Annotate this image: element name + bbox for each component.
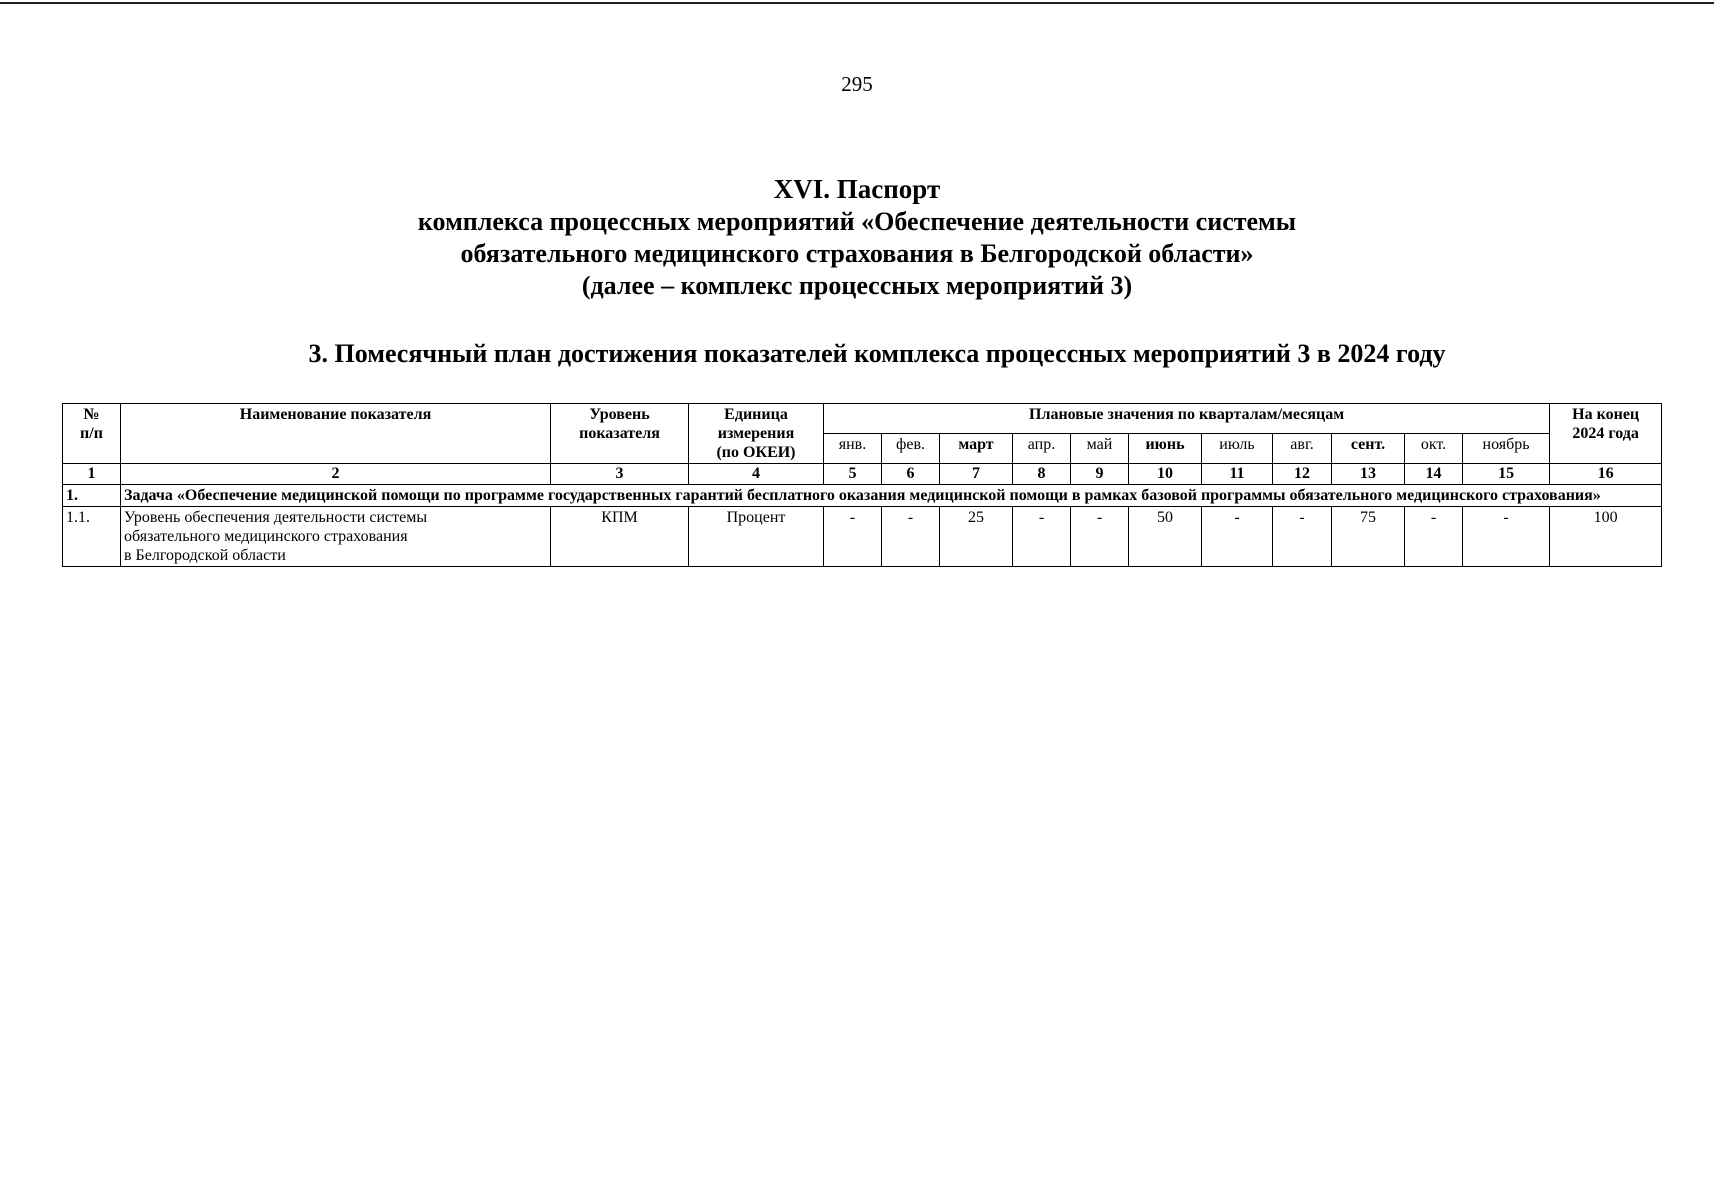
column-number: 14 — [1405, 464, 1463, 485]
indicator-number: 1.1. — [63, 507, 121, 567]
value-jun: 50 — [1129, 507, 1202, 567]
month-oct: окт. — [1405, 434, 1463, 464]
column-number: 8 — [1013, 464, 1071, 485]
header-row-1 — [63, 404, 1662, 434]
value-feb: - — [882, 507, 940, 567]
header-plan-values: Плановые значения по кварталам/месяцам — [824, 404, 1550, 434]
column-number: 15 — [1463, 464, 1550, 485]
heading-line-1: XVI. Паспорт — [773, 174, 941, 204]
month-jan: янв. — [824, 434, 882, 464]
month-nov: ноябрь — [1463, 434, 1550, 464]
heading-line-2: комплекса процессных мероприятий «Обеспечение деятельности системы — [417, 207, 1297, 236]
value-oct: - — [1405, 507, 1463, 567]
column-number: 16 — [1550, 464, 1662, 485]
column-number: 6 — [882, 464, 940, 485]
indicator-unit: Процент — [689, 507, 824, 567]
indicator-name: Уровень обеспечения деятельности системы обязательного медицинского страхования в Белгородской области — [121, 507, 551, 567]
column-number: 1 — [63, 464, 121, 485]
header-unit: Единица измерения (по ОКЕИ) — [689, 404, 824, 464]
value-jan: - — [824, 507, 882, 567]
column-number: 5 — [824, 464, 882, 485]
month-jul: июль — [1202, 434, 1273, 464]
month-sep: сент. — [1332, 434, 1405, 464]
month-jun: июнь — [1129, 434, 1202, 464]
indicator-level: КПМ — [551, 507, 689, 567]
month-aug: авг. — [1273, 434, 1332, 464]
column-number: 2 — [121, 464, 551, 485]
page-number: 295 — [841, 72, 873, 96]
header-level: Уровень показателя — [551, 404, 689, 464]
header-end-of-year: На конец 2024 года — [1550, 404, 1662, 464]
header-name: Наименование показателя — [121, 404, 551, 464]
column-number: 11 — [1202, 464, 1273, 485]
top-border-line — [0, 2, 1714, 4]
document-heading — [0, 173, 1714, 302]
header-num: № п/п — [63, 404, 121, 464]
heading-line-4: (далее – комплекс процессных мероприятий 3) — [581, 271, 1133, 300]
value-end-of-year: 100 — [1550, 507, 1662, 567]
column-number: 12 — [1273, 464, 1332, 485]
value-nov: - — [1463, 507, 1550, 567]
value-sep: 75 — [1332, 507, 1405, 567]
column-number: 3 — [551, 464, 689, 485]
value-aug: - — [1273, 507, 1332, 567]
month-feb: фев. — [882, 434, 940, 464]
task-row — [63, 485, 1662, 507]
column-numbers-row — [63, 464, 1662, 485]
column-number: 13 — [1332, 464, 1405, 485]
monthly-plan-table — [62, 403, 1662, 567]
indicator-row — [63, 507, 1662, 567]
value-may: - — [1071, 507, 1129, 567]
value-jul: - — [1202, 507, 1273, 567]
column-number: 9 — [1071, 464, 1129, 485]
month-apr: апр. — [1013, 434, 1071, 464]
column-number: 10 — [1129, 464, 1202, 485]
value-mar: 25 — [940, 507, 1013, 567]
task-text: Задача «Обеспечение медицинской помощи по программе государственных гарантий бесплатного оказания медицинской помощи в рамках базовой программы обязательного медицинского страхования» — [121, 485, 1662, 507]
month-mar: март — [940, 434, 1013, 464]
column-number: 4 — [689, 464, 824, 485]
section-title: 3. Помесячный план достижения показателей комплекса процессных мероприятий 3 в 2024 году — [308, 339, 1446, 368]
month-may: май — [1071, 434, 1129, 464]
column-number: 7 — [940, 464, 1013, 485]
value-apr: - — [1013, 507, 1071, 567]
task-number: 1. — [63, 485, 121, 507]
heading-line-3: обязательного медицинского страхования в Белгородской области» — [460, 239, 1254, 268]
